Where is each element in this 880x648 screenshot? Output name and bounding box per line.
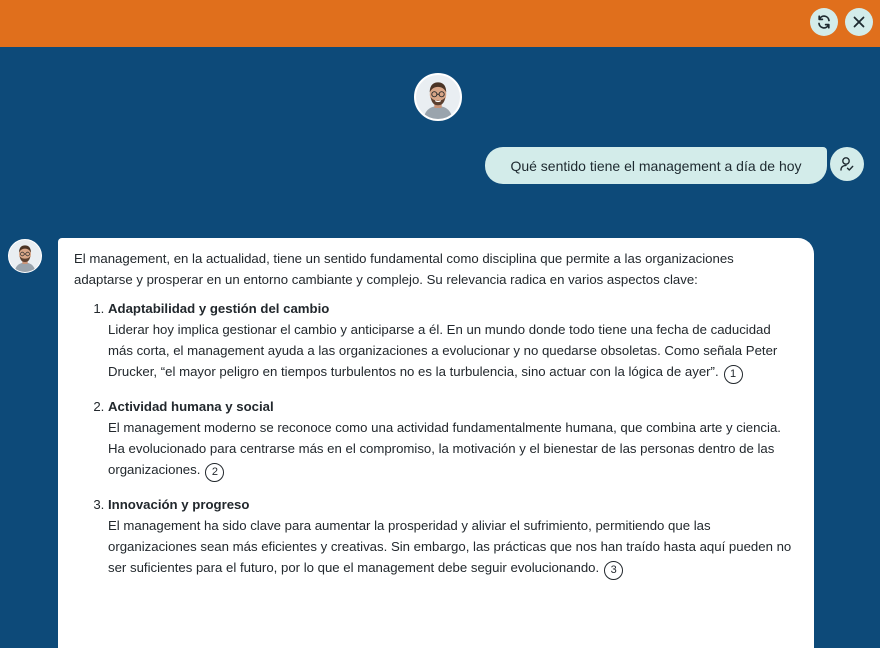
point-title: 1. Adaptabilidad y gestión del cambio — [108, 301, 330, 316]
citation-link[interactable]: 2 — [205, 463, 224, 482]
list-item — [108, 494, 796, 580]
citation-link[interactable]: 1 — [724, 365, 743, 384]
close-button[interactable] — [845, 8, 873, 36]
point-title: 3. Innovación y progreso — [108, 497, 250, 512]
point-title: 2. Actividad humana y social — [108, 399, 274, 414]
point-body: Liderar hoy implica gestionar el cambio y anticiparse a él. En un mundo donde todo tiene una fecha de caducidad más corta, el management ayuda a las organizaciones a evolucionar y no quedarse obsoletas. Como señala Peter Drucker, “el mayor peligro en tiempos turbulentos no es la turbulencia, sino actuar con la lógica de ayer”. — [108, 322, 778, 379]
point-body: El management moderno se reconoce como una actividad fundamentalmente humana, que combina arte y ciencia. Ha evolucionado para centrarse más en el compromiso, la motivación y el bienestar de las personas dentro de las organizaciones. — [108, 420, 781, 477]
assistant-message-avatar — [8, 239, 42, 273]
point-body: El management ha sido clave para aumentar la prosperidad y aliviar el sufrimiento, permitiendo que las organizaciones sean más eficientes y creativas. Sin embargo, las prácticas que nos han traído hasta aquí pueden no ser suficientes para el futuro, por lo que el management debe seguir evolucionando. — [108, 518, 792, 575]
user-icon — [838, 155, 856, 173]
user-message-bubble — [485, 147, 827, 184]
citation-link[interactable]: 3 — [604, 561, 623, 580]
refresh-icon — [816, 14, 832, 30]
refresh-button[interactable] — [810, 8, 838, 36]
assistant-intro: El management, en la actualidad, tiene un sentido fundamental como disciplina que permite a las organizaciones adaptarse y prosperar en un entorno cambiante y complejo. Su relevancia radica en varios aspectos clave: — [74, 251, 734, 287]
close-icon — [851, 14, 867, 30]
assistant-point-list — [74, 298, 796, 580]
top-bar — [0, 0, 880, 47]
assistant-message-bubble — [58, 238, 814, 648]
assistant-avatar — [414, 73, 462, 121]
list-item — [108, 298, 796, 384]
user-message-text: Qué sentido tiene el management a día de hoy — [510, 157, 802, 174]
user-avatar — [830, 147, 864, 181]
list-item — [108, 396, 796, 482]
